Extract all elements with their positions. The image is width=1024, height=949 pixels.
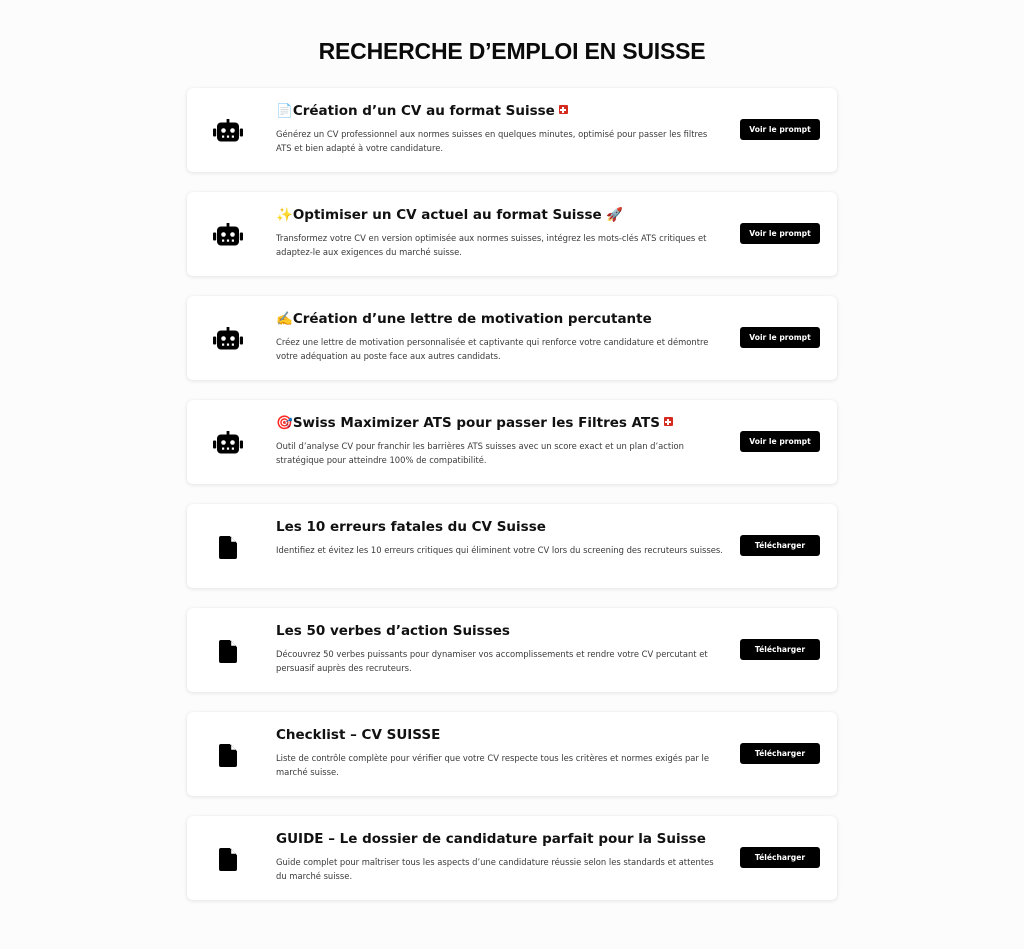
view-prompt-button[interactable]: Voir le prompt [740, 431, 820, 452]
card-description: Transformez votre CV en version optimisée aux normes suisses, intégrez les mots-clés ATS critiques et adaptez-le aux exigences du marché suisse. [276, 233, 707, 257]
card-title-text: Les 10 erreurs fatales du CV Suisse [276, 519, 546, 535]
card-title-emoji: 🚀 [606, 207, 624, 223]
card-title-emoji: 🎯 [276, 415, 293, 431]
card-title-text: Swiss Maximizer ATS pour passer les Filtres ATS [292, 415, 660, 431]
page-title: RECHERCHE D’EMPLOI EN SUISSE [318, 38, 706, 64]
card-title [276, 622, 724, 640]
resource-card [187, 504, 837, 588]
card-title-text: Création d’un CV au format Suisse [292, 103, 555, 119]
swiss-flag-icon [559, 105, 568, 114]
card-title-text: Checklist – CV SUISSE [276, 727, 441, 743]
card-title-text: Création d’une lettre de motivation percutante [292, 311, 652, 327]
card-content [276, 310, 724, 363]
resource-card [187, 712, 837, 796]
resource-card [187, 816, 837, 900]
document-icon [213, 847, 243, 871]
robot-icon [213, 431, 243, 455]
card-title [276, 830, 724, 848]
card-title [276, 414, 724, 432]
card-title-emoji: 📄 [276, 103, 293, 119]
view-prompt-button[interactable]: Voir le prompt [740, 327, 820, 348]
card-title-text: Les 50 verbes d’action Suisses [276, 623, 510, 639]
resource-card [187, 400, 837, 484]
card-description: Guide complet pour maîtriser tous les aspects d’une candidature réussie selon les standards et attentes du marché suisse. [276, 857, 714, 881]
download-button[interactable]: Télécharger [740, 535, 820, 556]
card-description: Découvrez 50 verbes puissants pour dynamiser vos accomplissements et rendre votre CV percutant et persuasif auprès des recruteurs. [276, 649, 708, 673]
card-title-text: GUIDE – Le dossier de candidature parfait pour la Suisse [276, 831, 706, 847]
card-content [276, 414, 724, 467]
card-title [276, 518, 724, 536]
resource-card [187, 88, 837, 172]
resource-card [187, 608, 837, 692]
document-icon [213, 535, 243, 559]
resource-list [187, 88, 837, 920]
document-icon [213, 743, 243, 767]
robot-icon [213, 327, 243, 351]
download-button[interactable]: Télécharger [740, 639, 820, 660]
card-title [276, 310, 724, 328]
card-description: Créez une lettre de motivation personnalisée et captivante qui renforce votre candidature et démontre votre adéquation au poste face aux autres candidats. [276, 337, 709, 361]
download-button[interactable]: Télécharger [740, 743, 820, 764]
robot-icon [213, 119, 243, 143]
card-title [276, 102, 724, 120]
card-title-emoji: ✨ [276, 207, 293, 223]
card-content [276, 206, 724, 259]
card-content [276, 726, 724, 779]
card-description: Liste de contrôle complète pour vérifier que votre CV respecte tous les critères et normes exigés par le marché suisse. [276, 753, 710, 777]
card-content [276, 518, 724, 557]
resource-card [187, 296, 837, 380]
swiss-flag-icon [664, 417, 673, 426]
card-description: Outil d’analyse CV pour franchir les barrières ATS suisses avec un score exact et un plan d’action stratégique pour atteindre 100% de compatibilité. [276, 441, 684, 465]
document-icon [213, 639, 243, 663]
card-content [276, 622, 724, 675]
card-description: Identifiez et évitez les 10 erreurs critiques qui éliminent votre CV lors du screening des recruteurs suisses. [276, 545, 723, 555]
card-title [276, 726, 724, 744]
card-title-emoji: ✍️ [276, 311, 293, 327]
card-content [276, 102, 724, 155]
card-title-text: Optimiser un CV actuel au format Suisse [292, 207, 602, 223]
card-content [276, 830, 724, 883]
view-prompt-button[interactable]: Voir le prompt [740, 223, 820, 244]
card-description: Générez un CV professionnel aux normes suisses en quelques minutes, optimisé pour passer les filtres ATS et bien adapté à votre candidature. [276, 129, 708, 153]
robot-icon [213, 223, 243, 247]
download-button[interactable]: Télécharger [740, 847, 820, 868]
resource-card [187, 192, 837, 276]
card-title [276, 206, 724, 224]
view-prompt-button[interactable]: Voir le prompt [740, 119, 820, 140]
